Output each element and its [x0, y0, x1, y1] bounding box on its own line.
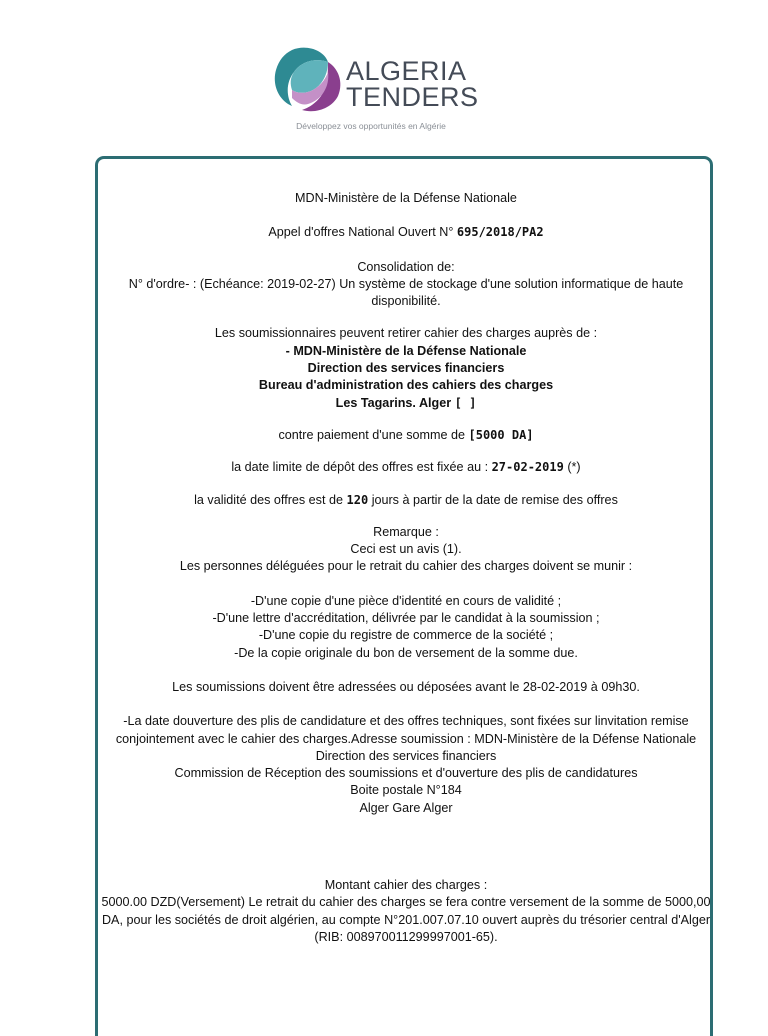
validity-suffix: jours à partir de la date de remise des offres — [371, 492, 618, 507]
withdraw-address: Les Tagarins. Alger — [335, 395, 452, 410]
address-line: Direction des services financiers — [315, 748, 497, 763]
address-line: Commission de Réception des soumissions et d'ouverture des plis de candidatures — [174, 766, 638, 781]
consolidation-label: Consolidation de: — [357, 259, 455, 274]
deadline-line — [100, 459, 712, 476]
submission-deadline: Les soumissions doivent être adressées ou déposées avant le 28-02-2019 à 09h30. — [172, 679, 640, 694]
payment-amount: [5000 DA] — [468, 427, 534, 442]
requirement-item: -D'une copie d'une pièce d'identité en cours de validité ; — [250, 593, 562, 608]
remark-line: Les personnes déléguées pour le retrait du cahier des charges doivent se munir : — [179, 559, 633, 574]
requirement-item: -De la copie originale du bon de versement de la somme due. — [234, 645, 578, 660]
logo-word-tenders: TENDERS — [346, 82, 479, 112]
logo-word-algeria: ALGERIA — [346, 56, 467, 86]
tender-notice — [100, 190, 712, 946]
validity-prefix: la validité des offres est de — [194, 492, 343, 507]
requirement-item: -D'une lettre d'accréditation, délivrée par le candidat à la soumission ; — [212, 611, 600, 626]
remark-line: Ceci est un avis (1). — [350, 542, 462, 557]
amount-label: Montant cahier des charges : — [324, 878, 488, 893]
amount-figure: 5000.00 DZD(Versement) — [101, 895, 245, 910]
tender-prefix: Appel d'offres National Ouvert N° — [268, 225, 454, 240]
tender-number: 695/2018/PA2 — [456, 225, 544, 240]
opening-text: -La date douverture des plis de candidature et des offres techniques, sont fixées sur linvitation remise conjointement avec le cahier des charges.Adresse soumission : MDN-Ministère de la Défense Nationale — [115, 714, 697, 746]
deadline-prefix: la date limite de dépôt des offres est fixée au : — [231, 460, 489, 475]
deadline-date: 27-02-2019 — [491, 460, 564, 475]
validity-days: 120 — [346, 492, 369, 507]
withdraw-intro: Les soumissionnaires peuvent retirer cahier des charges auprès de : — [214, 326, 598, 341]
requirement-item: -D'une copie du registre de commerce de la société ; — [258, 628, 554, 643]
withdraw-line-address — [100, 395, 712, 412]
consolidation-text: N° d'ordre- : (Echéance: 2019-02-27) Un système de stockage d'une solution informatique de haute disponibilité. — [128, 276, 684, 309]
withdraw-line: - MDN-Ministère de la Défense Nationale — [285, 343, 527, 358]
validity-line — [100, 492, 712, 509]
remark-label: Remarque : — [373, 524, 439, 539]
logo-emblem-icon — [272, 46, 344, 114]
payment-prefix: contre paiement d'une somme de — [278, 427, 465, 442]
organization-title: MDN-Ministère de la Défense Nationale — [295, 191, 517, 205]
amount-text: Le retrait du cahier des charges se fera contre versement de la somme de 5000,00 DA, pour les sociétés de droit algérien, au compte N°201.007.07.10 ouvert auprès du trésorier central d'Alger (RIB: 008970011299997001-65). — [101, 895, 711, 944]
address-line: Boite postale N°184 — [350, 783, 462, 798]
address-line: Alger Gare Alger — [359, 800, 453, 815]
deadline-suffix: (*) — [567, 460, 581, 475]
payment-line — [100, 427, 712, 444]
withdraw-bracket: [ ] — [454, 395, 477, 410]
withdraw-line: Bureau d'administration des cahiers des charges — [258, 378, 554, 393]
logo-tagline: Développez vos opportunités en Algérie — [296, 121, 446, 131]
amount-paragraph — [100, 894, 712, 946]
withdraw-line: Direction des services financiers — [307, 361, 505, 376]
tender-reference — [100, 224, 712, 241]
